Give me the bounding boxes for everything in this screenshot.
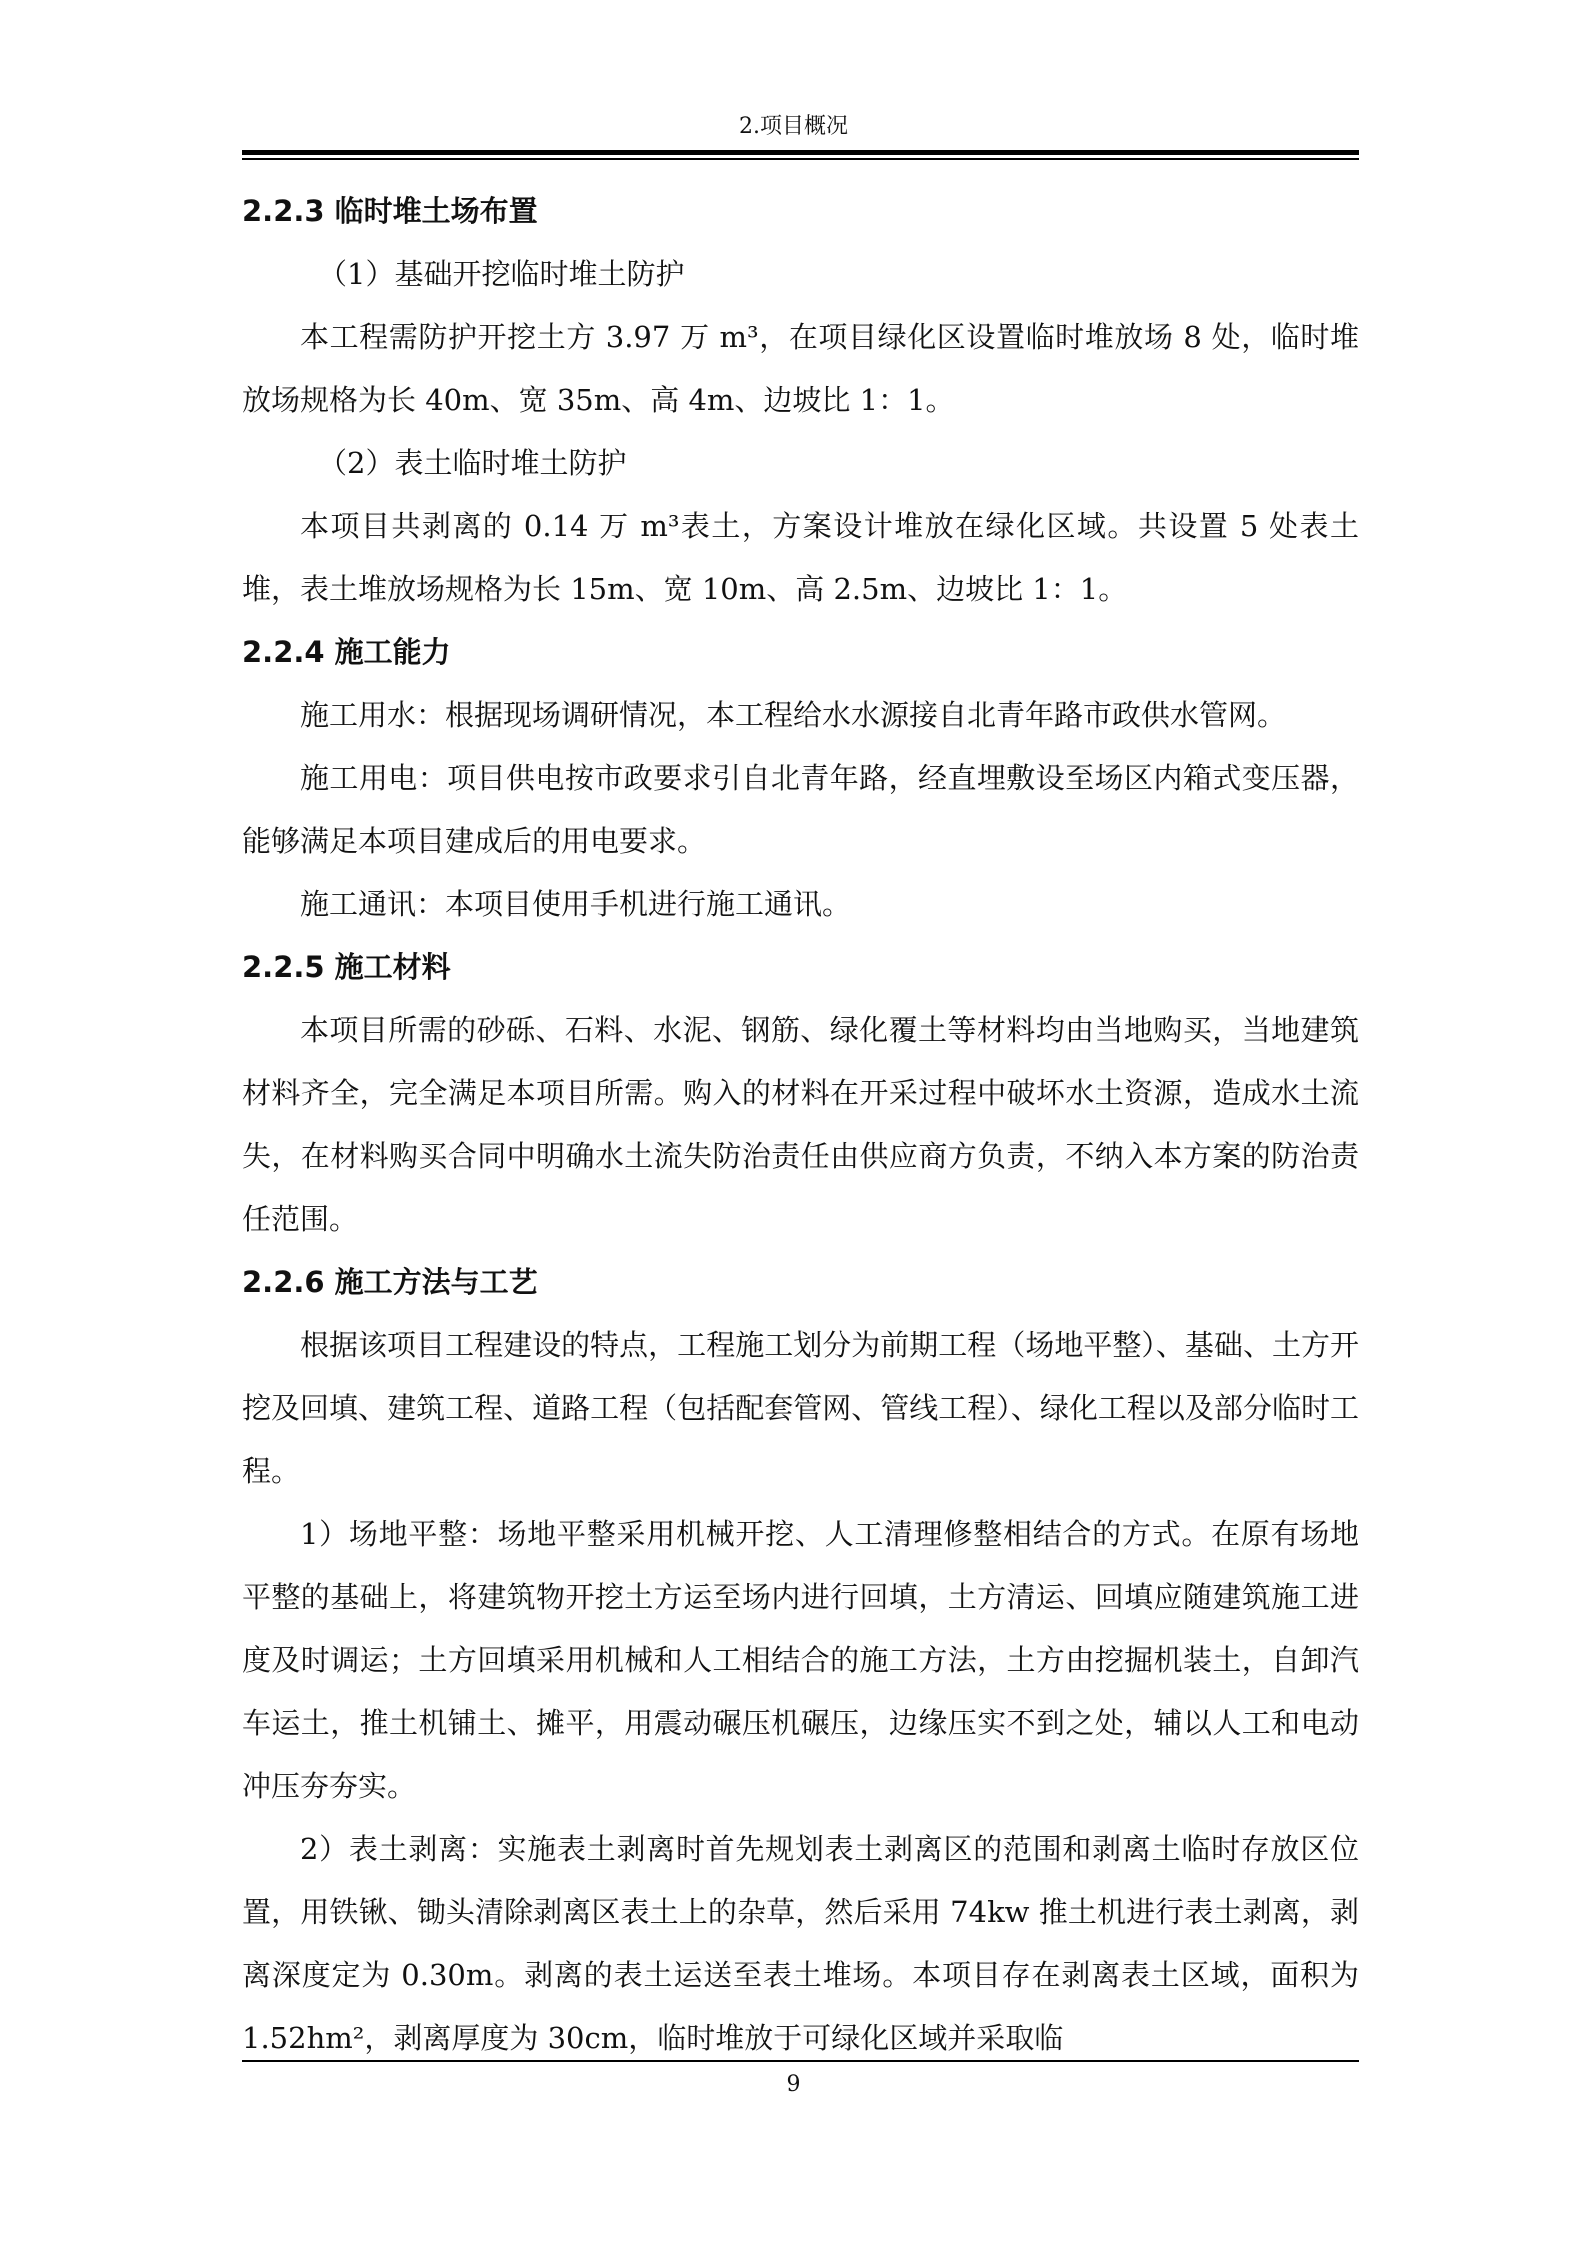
- header-rule-thick: [242, 150, 1359, 155]
- page-body: [242, 180, 1359, 2070]
- paragraph: 本项目共剥离的 0.14 万 m³表土，方案设计堆放在绿化区域。共设置 5 处表土堆，表土堆放场规格为长 15m、宽 10m、高 2.5m、边坡比 1：1。: [242, 509, 1359, 606]
- paragraph: 1）场地平整：场地平整采用机械开挖、人工清理修整相结合的方式。在原有场地平整的基础上，将建筑物开挖土方运至场内进行回填，土方清运、回填应随建筑施工进度及时调运；土方回填采用机械和人工相结合的施工方法，土方由挖掘机装土，自卸汽车运土，推土机铺土、摊平，用震动碾压机碾压，边缘压实不到之处，辅以人工和电动冲压夯夯实。: [242, 1517, 1359, 1803]
- subheading-foundation-spoil: （1）基础开挖临时堆土防护: [318, 257, 685, 291]
- paragraph: 施工通讯：本项目使用手机进行施工通讯。: [300, 887, 852, 921]
- paragraph: 本工程需防护开挖土方 3.97 万 m³，在项目绿化区设置临时堆放场 8 处，临时堆放场规格为长 40m、宽 35m、高 4m、边坡比 1：1。: [242, 320, 1359, 417]
- section-heading-2-2-6: 2.2.6 施工方法与工艺: [242, 1265, 538, 1299]
- paragraph: 本项目所需的砂砾、石料、水泥、钢筋、绿化覆土等材料均由当地购买，当地建筑材料齐全，完全满足本项目所需。购入的材料在开采过程中破坏水土资源，造成水土流失，在材料购买合同中明确水土流失防治责任由供应商方负责，不纳入本方案的防治责任范围。: [242, 1013, 1359, 1236]
- paragraph: 根据该项目工程建设的特点，工程施工划分为前期工程（场地平整）、基础、土方开挖及回填、建筑工程、道路工程（包括配套管网、管线工程）、绿化工程以及部分临时工程。: [242, 1328, 1359, 1488]
- section-heading-2-2-5: 2.2.5 施工材料: [242, 950, 451, 984]
- section-heading-2-2-4: 2.2.4 施工能力: [242, 635, 451, 669]
- running-header: 2.项目概况: [739, 114, 848, 139]
- subheading-topsoil-spoil: （2）表土临时堆土防护: [318, 446, 627, 480]
- header-rule-thin: [242, 158, 1359, 160]
- page-number: 9: [786, 2072, 801, 2097]
- paragraph: 2）表土剥离：实施表土剥离时首先规划表土剥离区的范围和剥离土临时存放区位置，用铁锹、锄头清除剥离区表土上的杂草，然后采用 74kw 推土机进行表土剥离，剥离深度定为 0.30m。剥离的表土运送至表土堆场。本项目存在剥离表土区域，面积为 1.52hm²，剥离厚度为 30cm，临时堆放于可绿化区域并采取临: [242, 1832, 1359, 2055]
- paragraph: 施工用电：项目供电按市政要求引自北青年路，经直埋敷设至场区内箱式变压器，能够满足本项目建成后的用电要求。: [242, 761, 1359, 858]
- section-heading-2-2-3: 2.2.3 临时堆土场布置: [242, 194, 538, 228]
- footer-rule: [242, 2060, 1359, 2062]
- paragraph: 施工用水：根据现场调研情况，本工程给水水源接自北青年路市政供水管网。: [300, 698, 1287, 732]
